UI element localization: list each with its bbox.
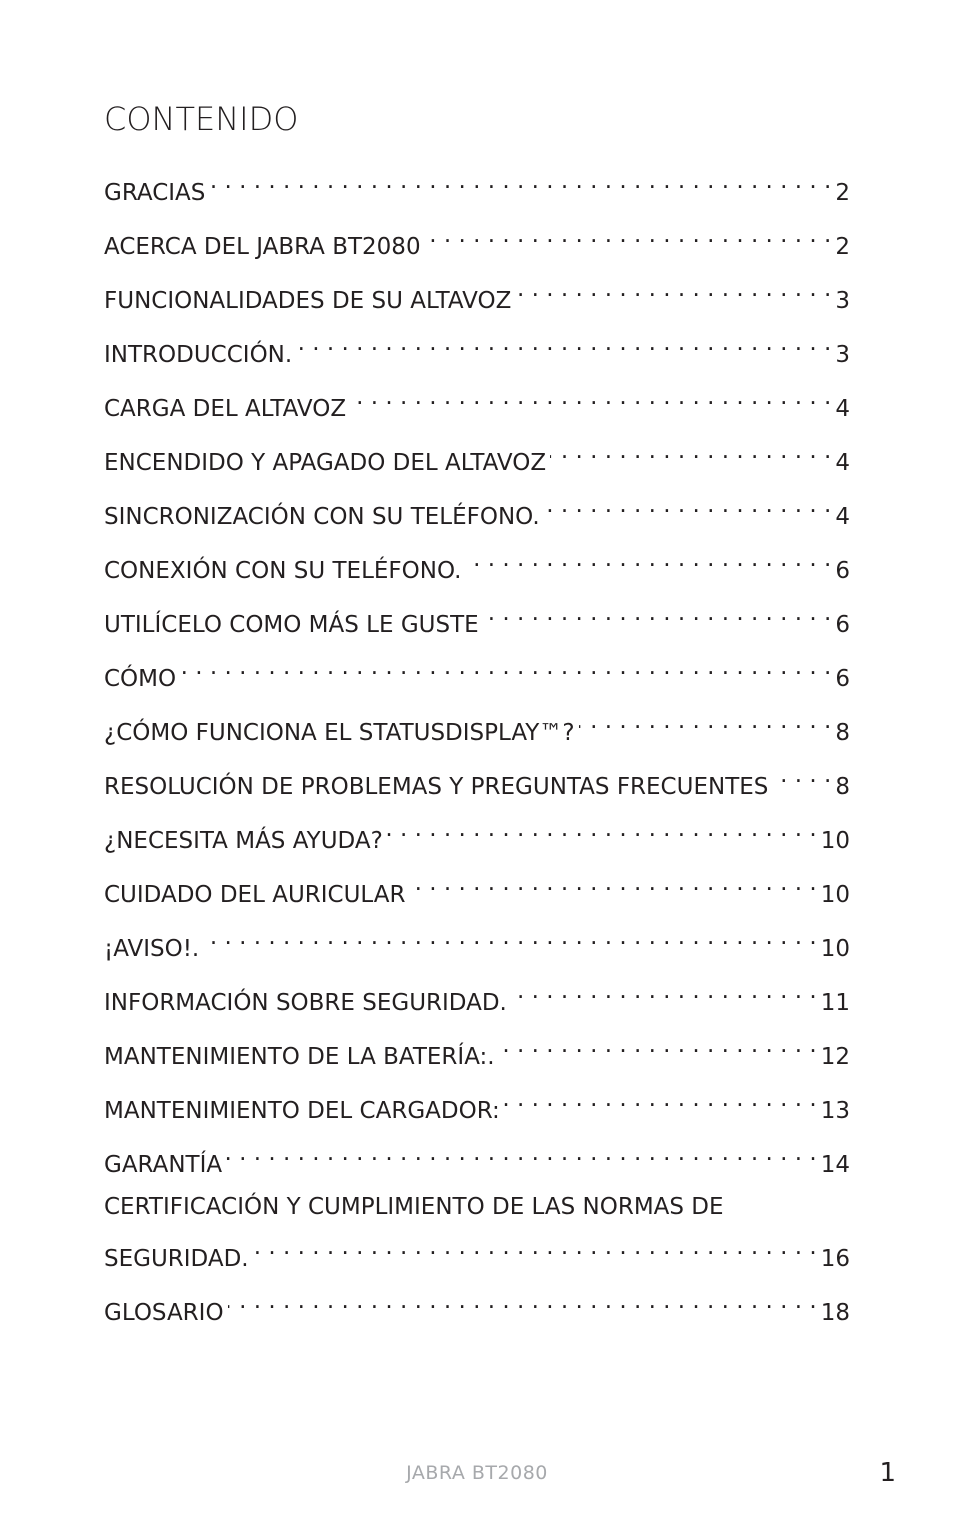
toc-entry-label: GARANTÍA [104,1152,223,1178]
toc-leader-dots [772,756,831,794]
toc-leader-dots [515,270,831,308]
toc-entry-label: INFORMACIÓN SOBRE SEGURIDAD. [104,990,507,1016]
toc-entry-page: 4 [835,450,850,476]
toc-entry-page: 3 [835,342,850,368]
toc-entry-page: 4 [835,396,850,422]
toc-entry-page: 8 [835,720,850,746]
toc-entry[interactable] [104,918,850,962]
toc-entry-page: 10 [820,828,850,854]
toc-entry-page: 10 [820,882,850,908]
toc-leader-dots [350,378,831,416]
toc-entry-label-line1: CERTIFICACIÓN Y CUMPLIMIENTO DE LAS NORMAS DE [104,1194,724,1220]
toc-entry[interactable] [104,1080,850,1124]
toc-entry-label: UTILÍCELO COMO MÁS LE GUSTE [104,612,479,638]
toc-leader-dots [425,216,832,254]
toc-entry-page: 18 [820,1300,850,1326]
toc-entry-page: 2 [835,180,850,206]
toc-entry[interactable] [104,648,850,692]
toc-entry[interactable] [104,216,850,260]
toc-entry[interactable] [104,702,850,746]
toc-entry-page: 6 [835,558,850,584]
toc-entry-page: 14 [820,1152,850,1178]
toc-leader-dots [465,540,831,578]
toc-entry[interactable] [104,1188,850,1272]
toc-entry[interactable] [104,1026,850,1070]
toc-entry-page: 11 [820,990,850,1016]
toc-leader-dots [499,1026,817,1064]
toc-entry-label: RESOLUCIÓN DE PROBLEMAS Y PREGUNTAS FRECUENTES [104,774,769,800]
toc-entry-label: GLOSARIO [104,1300,224,1326]
toc-entry-label: ACERCA DEL JABRA BT2080 [104,234,421,260]
toc-leader-dots [228,1282,817,1320]
toc-entry-label: ENCENDIDO Y APAGADO DEL ALTAVOZ [104,450,547,476]
toc-leader-dots [550,432,831,470]
toc-entry-label: GRACIAS [104,180,206,206]
toc-entry-label: SEGURIDAD. [104,1246,249,1272]
toc-leader-dots [226,1134,817,1172]
toc-entry-label: ¡AVISO!. [104,936,200,962]
toc-entry-label: CÓMO [104,666,177,692]
toc-entry-page: 6 [835,666,850,692]
toc-leader-dots [410,864,817,902]
toc-entry[interactable] [104,972,850,1016]
toc-entry[interactable] [104,594,850,638]
toc-leader-dots [209,162,831,200]
toc-entry-label: MANTENIMIENTO DE LA BATERÍA:. [104,1044,495,1070]
toc-entry-label: CUIDADO DEL AURICULAR [104,882,406,908]
toc-entry-page: 2 [835,234,850,260]
toc-entry[interactable] [104,162,850,206]
toc-entry-label: ¿NECESITA MÁS AYUDA? [104,828,383,854]
page-title: CONTENIDO [104,100,299,138]
toc-entry-page: 3 [835,288,850,314]
footer-product-name: JABRA BT2080 [406,1462,548,1484]
toc-entry-label: CARGA DEL ALTAVOZ [104,396,347,422]
toc-leader-dots [504,1080,817,1118]
table-of-contents [104,162,850,1336]
toc-leader-dots [544,486,832,524]
toc-entry[interactable] [104,432,850,476]
toc-entry[interactable] [104,540,850,584]
toc-entry[interactable] [104,810,850,854]
toc-entry-page: 12 [820,1044,850,1070]
toc-entry-label: SINCRONIZACIÓN CON SU TELÉFONO. [104,504,540,530]
toc-leader-dots [203,918,816,956]
toc-entry-page: 13 [820,1098,850,1124]
toc-entry-label: FUNCIONALIDADES DE SU ALTAVOZ [104,288,512,314]
toc-entry-page: 4 [835,504,850,530]
toc-entry-page: 6 [835,612,850,638]
toc-leader-dots [579,702,832,740]
toc-entry[interactable] [104,1282,850,1326]
toc-entry-page: 10 [820,936,850,962]
toc-entry-label: CONEXIÓN CON SU TELÉFONO. [104,558,462,584]
toc-entry[interactable] [104,378,850,422]
toc-entry-label: MANTENIMIENTO DEL CARGADOR: [104,1098,500,1124]
toc-leader-dots [483,594,832,632]
toc-entry-page: 16 [820,1246,850,1272]
toc-entry-page: 8 [835,774,850,800]
toc-entry[interactable] [104,486,850,530]
toc-leader-dots [387,810,817,848]
page-number: 1 [879,1458,896,1488]
toc-entry[interactable] [104,756,850,800]
toc-entry[interactable] [104,270,850,314]
toc-entry-label: ¿CÓMO FUNCIONA EL STATUSDISPLAY™? [104,720,575,746]
toc-entry[interactable] [104,324,850,368]
toc-leader-dots [296,324,831,362]
toc-leader-dots [180,648,831,686]
toc-leader-dots [253,1228,817,1266]
toc-entry[interactable] [104,864,850,908]
toc-leader-dots [511,972,817,1010]
toc-entry-label: INTRODUCCIÓN. [104,342,293,368]
toc-entry[interactable] [104,1134,850,1178]
